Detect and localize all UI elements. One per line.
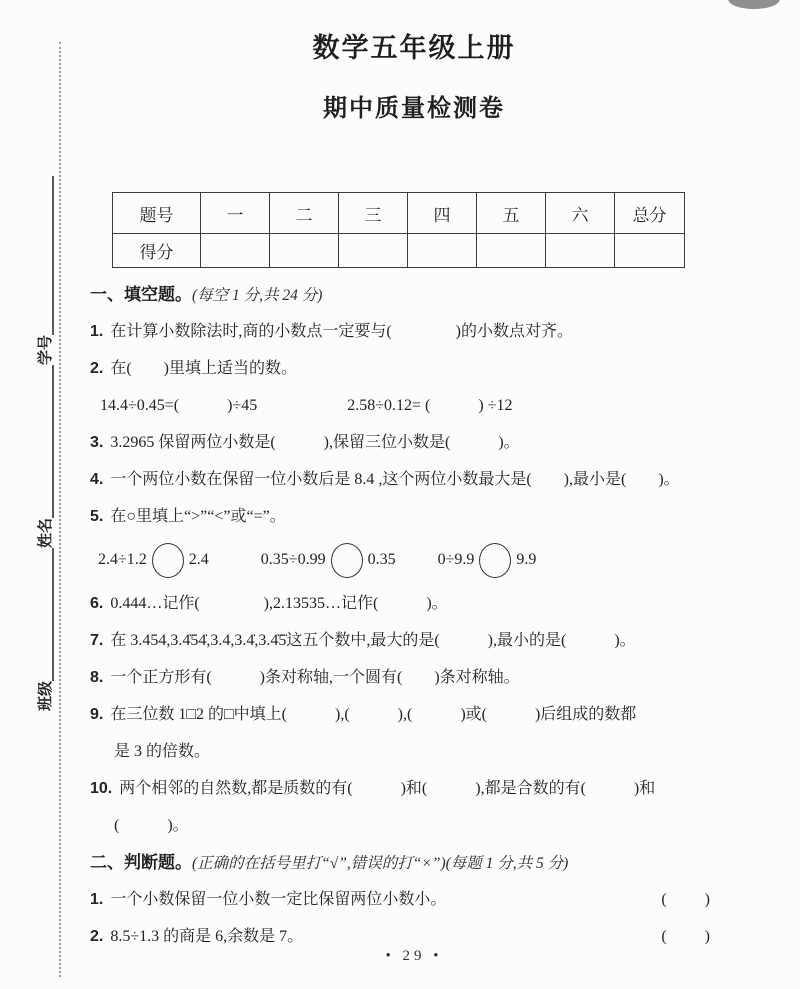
name-fill-line bbox=[51, 365, 54, 518]
question-1-text: 在计算小数除法时,商的小数点一定要与( )的小数点对齐。 bbox=[110, 323, 574, 340]
score-table-header-col6: 六 bbox=[546, 193, 615, 234]
comparison-2 bbox=[261, 535, 396, 585]
question-5-comparisons bbox=[90, 535, 738, 585]
class-fill-line bbox=[51, 548, 54, 681]
question-1-number: 1. bbox=[90, 323, 104, 340]
judgement-2-answer-blank: ( ) bbox=[661, 928, 712, 945]
question-2-equation-2: 2.58÷0.12= ( ) ÷12 bbox=[347, 397, 513, 414]
comparison-1-left: 2.4÷1.2 bbox=[98, 551, 147, 568]
score-table-header-col2: 二 bbox=[270, 193, 339, 234]
comparison-3 bbox=[438, 535, 537, 585]
question-5-number: 5. bbox=[90, 508, 104, 525]
question-10-text-continued: ( )。 bbox=[114, 817, 189, 834]
judgement-2-number: 2. bbox=[90, 928, 104, 945]
score-cell bbox=[201, 234, 270, 268]
score-table-header-col1: 一 bbox=[201, 193, 270, 234]
score-cell-total bbox=[615, 234, 685, 268]
comparison-circle bbox=[479, 543, 511, 578]
question-10 bbox=[90, 770, 738, 807]
class-label: 班级 bbox=[37, 680, 54, 711]
question-1 bbox=[90, 313, 738, 350]
comparison-2-right: 0.35 bbox=[367, 551, 396, 568]
question-3-number: 3. bbox=[90, 434, 104, 451]
student-id-fill-line bbox=[51, 176, 54, 335]
score-cell bbox=[408, 234, 477, 268]
question-9-text-continued: 是 3 的倍数。 bbox=[114, 743, 211, 760]
score-table bbox=[112, 192, 685, 268]
margin-fill-strip bbox=[26, 170, 54, 790]
judgement-1-statement: 一个小数保留一位小数一定比保留两位小数小。 bbox=[110, 891, 447, 908]
questions-area bbox=[90, 276, 738, 955]
comparison-circle bbox=[152, 543, 184, 578]
score-table-header-question: 题号 bbox=[113, 193, 201, 234]
question-10-text: 两个相邻的自然数,都是质数的有( )和( ),都是合数的有( )和 bbox=[119, 780, 656, 797]
question-10-number: 10. bbox=[90, 780, 113, 797]
question-2 bbox=[90, 350, 738, 387]
page-title: 数学五年级上册 bbox=[312, 33, 516, 63]
question-2-number: 2. bbox=[90, 360, 104, 377]
question-8-number: 8. bbox=[90, 669, 104, 686]
question-7-text: 在 3.454,3.4̇54̇,3.4,3.4̇,3.4̇5̇这五个数中,最大的是( ),最小的是( )。 bbox=[110, 632, 636, 649]
question-5 bbox=[90, 498, 738, 535]
comparison-3-left: 0÷9.9 bbox=[437, 551, 475, 568]
question-9-number: 9. bbox=[90, 706, 104, 723]
question-4-text: 一个两位小数在保留一位小数后是 8.4 ,这个两位小数最大是( ),最小是( )。 bbox=[110, 471, 680, 488]
section2-heading bbox=[90, 844, 738, 881]
section2-note: (正确的在括号里打“√”,错误的打“×”)(每题 1 分,共 5 分) bbox=[192, 855, 569, 872]
question-2-equations bbox=[90, 387, 738, 424]
section1-title: 一、填空题。 bbox=[90, 285, 192, 304]
comparison-2-left: 0.35÷0.99 bbox=[260, 551, 326, 568]
question-7 bbox=[90, 622, 738, 659]
question-5-text: 在○里填上“>”“<”或“=”。 bbox=[110, 508, 286, 525]
comparison-1 bbox=[98, 535, 209, 585]
judgement-1-answer-blank: ( ) bbox=[661, 891, 712, 908]
section2-title: 二、判断题。 bbox=[90, 853, 192, 872]
judgement-1-text bbox=[90, 881, 661, 918]
question-3-text: 3.2965 保留两位小数是( ),保留三位小数是( )。 bbox=[110, 434, 520, 451]
score-cell bbox=[270, 234, 339, 268]
section1-heading bbox=[90, 276, 738, 313]
score-row-label: 得分 bbox=[113, 234, 201, 268]
question-7-number: 7. bbox=[90, 632, 104, 649]
score-table-header-total: 总分 bbox=[615, 193, 685, 234]
question-4-number: 4. bbox=[90, 471, 104, 488]
question-9-text: 在三位数 1□2 的□中填上( ),( ),( )或( )后组成的数都 bbox=[110, 706, 637, 723]
question-8 bbox=[90, 659, 738, 696]
student-id-label: 学号 bbox=[37, 334, 54, 365]
comparison-circle bbox=[331, 543, 363, 578]
page-content bbox=[90, 0, 738, 989]
score-cell bbox=[339, 234, 408, 268]
question-2-equation-1: 14.4÷0.45=( )÷45 bbox=[100, 397, 258, 414]
comparison-3-right: 9.9 bbox=[516, 551, 537, 568]
score-cell bbox=[477, 234, 546, 268]
score-table-header-col4: 四 bbox=[408, 193, 477, 234]
question-4 bbox=[90, 461, 738, 498]
question-9 bbox=[90, 696, 738, 733]
page-number: • 29 • bbox=[385, 948, 443, 964]
question-10-line2 bbox=[90, 807, 738, 844]
question-2-text: 在( )里填上适当的数。 bbox=[110, 360, 298, 377]
question-6-number: 6. bbox=[90, 595, 104, 612]
name-label: 姓名 bbox=[37, 517, 54, 548]
judgement-1-number: 1. bbox=[90, 891, 104, 908]
question-3 bbox=[90, 424, 738, 461]
score-table-header-col3: 三 bbox=[339, 193, 408, 234]
score-table-header-col5: 五 bbox=[477, 193, 546, 234]
question-8-text: 一个正方形有( )条对称轴,一个圆有( )条对称轴。 bbox=[110, 669, 520, 686]
judgement-1 bbox=[90, 881, 738, 918]
section1-note: (每空 1 分,共 24 分) bbox=[192, 287, 323, 304]
score-cell bbox=[546, 234, 615, 268]
judgement-2-statement: 8.5÷1.3 的商是 6,余数是 7。 bbox=[110, 928, 304, 945]
question-9-line2 bbox=[90, 733, 738, 770]
page-subtitle: 期中质量检测卷 bbox=[323, 95, 505, 122]
question-6-text: 0.444…记作( ),2.13535…记作( )。 bbox=[110, 595, 448, 612]
margin-dotted-line bbox=[59, 42, 61, 977]
question-6 bbox=[90, 585, 738, 622]
comparison-1-right: 2.4 bbox=[188, 551, 209, 568]
